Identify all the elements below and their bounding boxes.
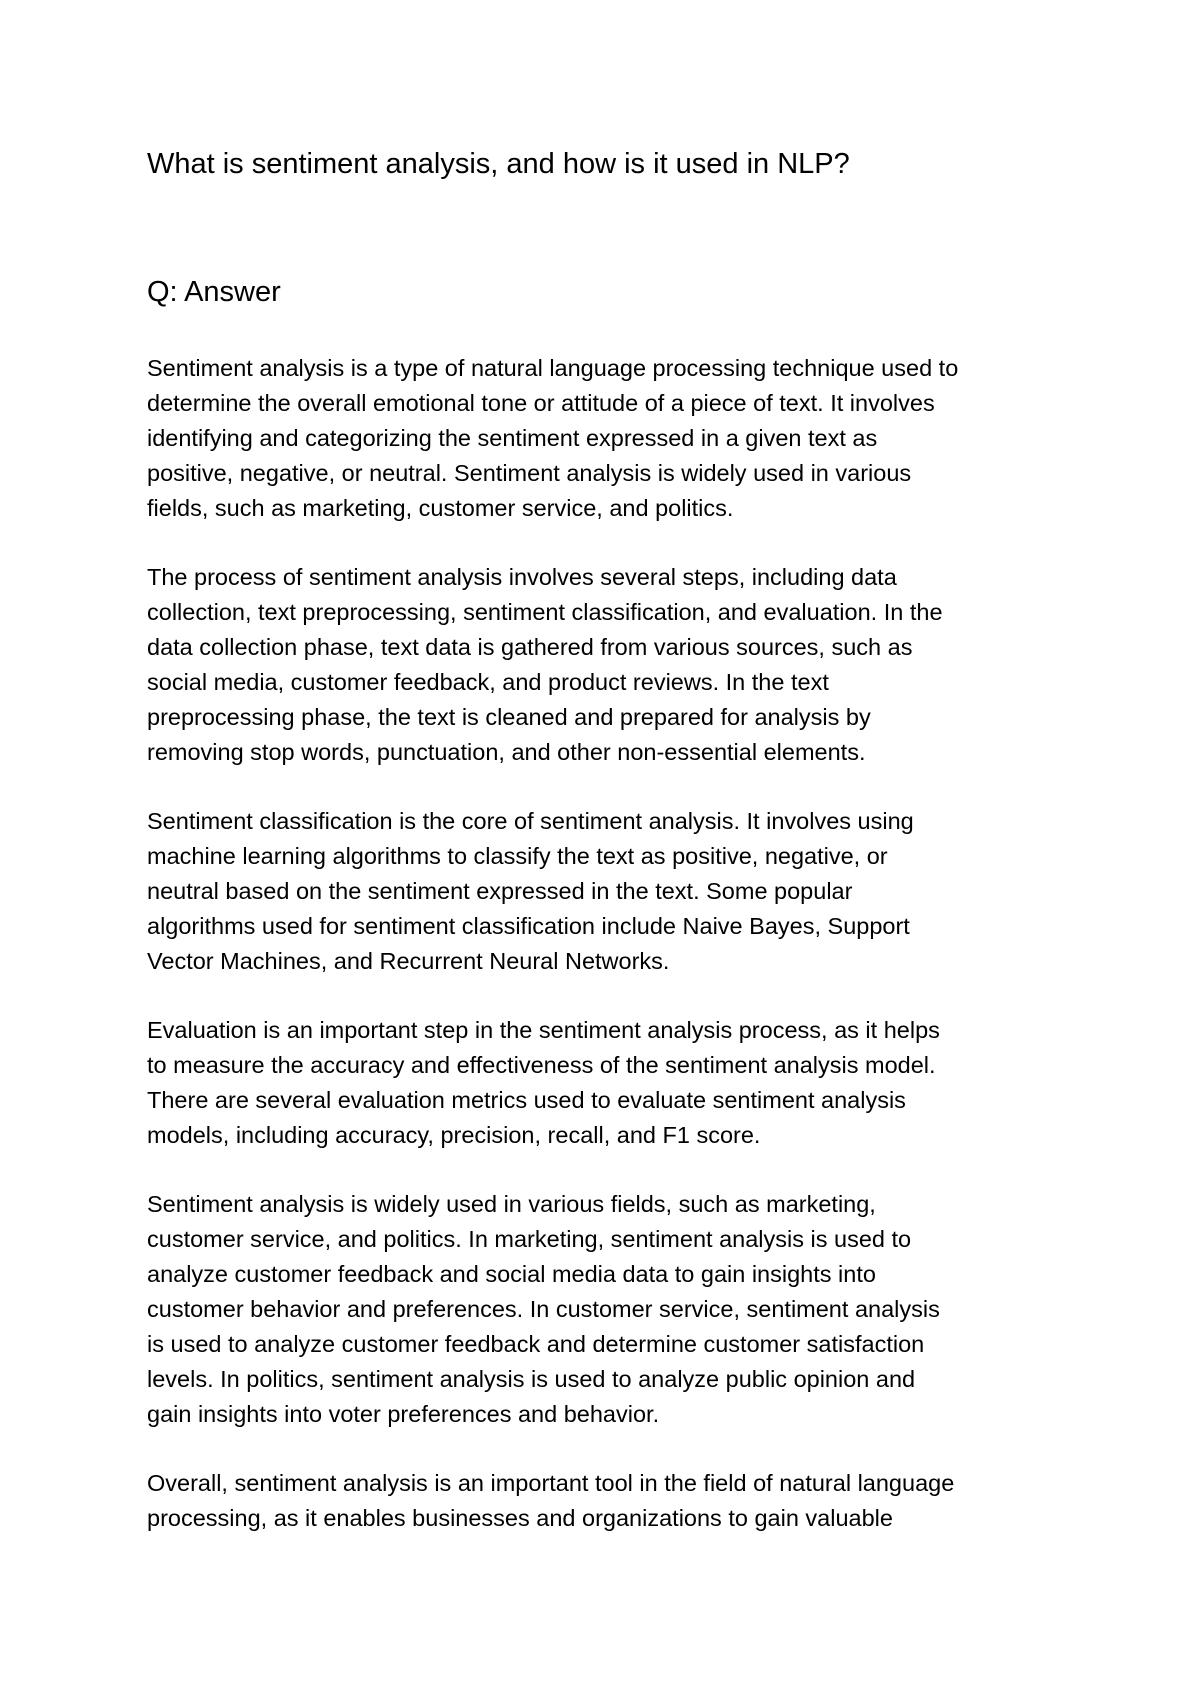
text-line: Evaluation is an important step in the sentiment analysis process, as it helps: [147, 1017, 940, 1043]
paragraph-definition: [147, 351, 1087, 526]
text-line: preprocessing phase, the text is cleaned and prepared for analysis by: [147, 704, 871, 730]
text-line: fields, such as marketing, customer service, and politics.: [147, 495, 734, 521]
text-line: social media, customer feedback, and product reviews. In the text: [147, 669, 829, 695]
paragraph-process: [147, 560, 1087, 770]
text-line: algorithms used for sentiment classification include Naive Bayes, Support: [147, 913, 910, 939]
text-line: data collection phase, text data is gathered from various sources, such as: [147, 634, 913, 660]
text-line: positive, negative, or neutral. Sentiment analysis is widely used in various: [147, 460, 912, 486]
paragraph-classification: [147, 804, 1087, 979]
text-line: There are several evaluation metrics used to evaluate sentiment analysis: [147, 1087, 906, 1113]
text-line: Sentiment analysis is widely used in various fields, such as marketing,: [147, 1191, 876, 1217]
text-line: collection, text preprocessing, sentiment classification, and evaluation. In the: [147, 599, 943, 625]
text-line: levels. In politics, sentiment analysis is used to analyze public opinion and: [147, 1366, 916, 1392]
text-line: The process of sentiment analysis involves several steps, including data: [147, 564, 897, 590]
text-line: removing stop words, punctuation, and other non-essential elements.: [147, 739, 866, 765]
text-line: processing, as it enables businesses and organizations to gain valuable: [147, 1505, 893, 1531]
paragraph-overall: [147, 1466, 1087, 1536]
answer-heading: Q: Answer: [147, 276, 281, 308]
answer-body: [147, 351, 1087, 1570]
text-line: Sentiment classification is the core of sentiment analysis. It involves using: [147, 808, 914, 834]
text-line: determine the overall emotional tone or attitude of a piece of text. It involves: [147, 390, 935, 416]
text-line: to measure the accuracy and effectiveness of the sentiment analysis model.: [147, 1052, 936, 1078]
text-line: is used to analyze customer feedback and determine customer satisfaction: [147, 1331, 925, 1357]
paragraph-evaluation: [147, 1013, 1087, 1153]
text-line: Sentiment analysis is a type of natural language processing technique used to: [147, 355, 959, 381]
text-line: models, including accuracy, precision, recall, and F1 score.: [147, 1122, 761, 1148]
text-line: Vector Machines, and Recurrent Neural Networks.: [147, 948, 670, 974]
text-line: machine learning algorithms to classify the text as positive, negative, or: [147, 843, 888, 869]
text-line: analyze customer feedback and social media data to gain insights into: [147, 1261, 876, 1287]
paragraph-applications: [147, 1187, 1087, 1432]
text-line: neutral based on the sentiment expressed in the text. Some popular: [147, 878, 853, 904]
text-line: identifying and categorizing the sentiment expressed in a given text as: [147, 425, 878, 451]
text-line: Overall, sentiment analysis is an important tool in the field of natural language: [147, 1470, 955, 1496]
text-line: customer behavior and preferences. In customer service, sentiment analysis: [147, 1296, 940, 1322]
text-line: gain insights into voter preferences and behavior.: [147, 1401, 660, 1427]
text-line: customer service, and politics. In marketing, sentiment analysis is used to: [147, 1226, 912, 1252]
page-title: What is sentiment analysis, and how is it used in NLP?: [147, 148, 850, 180]
